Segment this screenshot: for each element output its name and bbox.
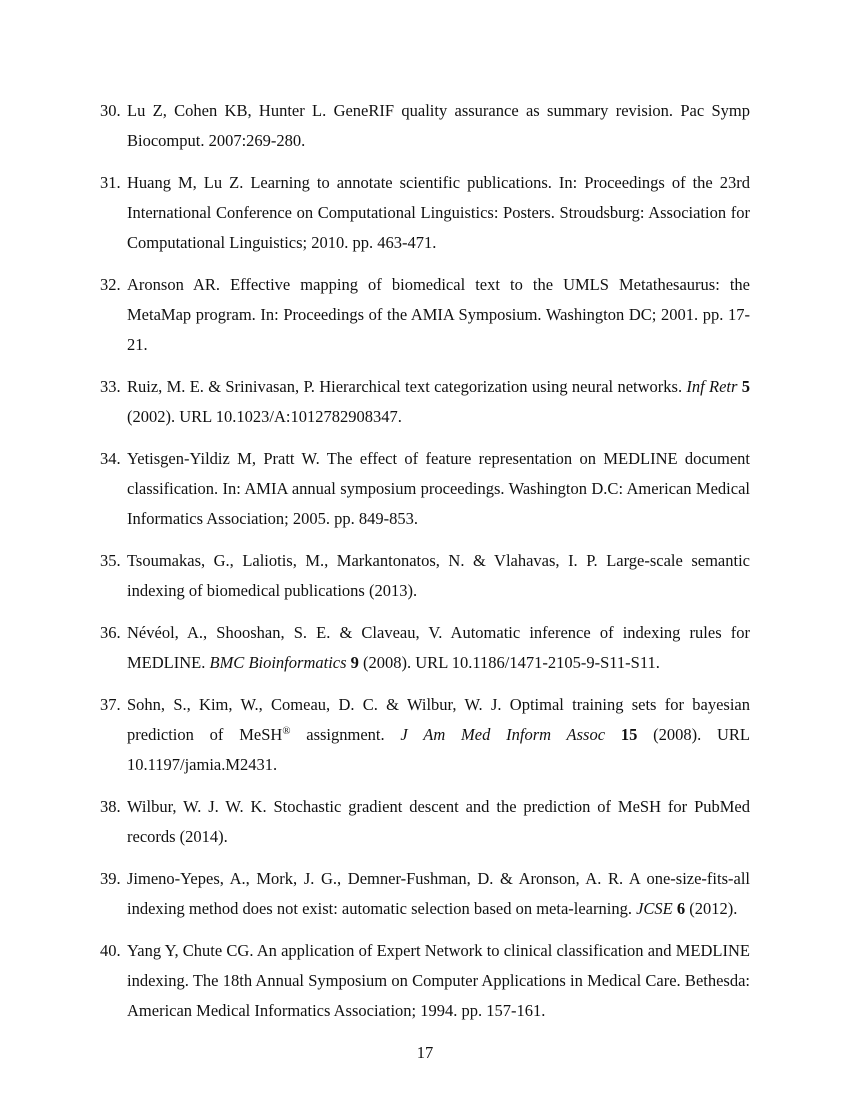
reference-number: 36. [100, 623, 121, 642]
reference-number: 38. [100, 797, 121, 816]
reference-list [100, 96, 750, 1026]
page-number: 17 [416, 1043, 434, 1062]
reference-text: Tsoumakas, G., Laliotis, M., Markantonatos, N. & Vlahavas, I. P. Large-scale semantic indexing of biomedical publications (2013). [127, 551, 750, 600]
reference-item [100, 618, 750, 678]
reference-text: Jimeno-Yepes, A., Mork, J. G., Demner-Fushman, D. & Aronson, A. R. A one-size-fits-all indexing method does not exist: automatic selection based on meta-learning. JCSE 6 (2012). [127, 869, 750, 918]
reference-number: 32. [100, 275, 121, 294]
reference-text: Huang M, Lu Z. Learning to annotate scientific publications. In: Proceedings of the 23rd International Conference on Computational Linguistics: Posters. Stroudsburg: Association for Computational Linguistics; 2010. pp. 463-471. [127, 173, 750, 252]
reference-number: 35. [100, 551, 121, 570]
reference-number: 33. [100, 377, 121, 396]
reference-number: 30. [100, 101, 121, 120]
reference-text: Aronson AR. Effective mapping of biomedical text to the UMLS Metathesaurus: the MetaMap program. In: Proceedings of the AMIA Symposium. Washington DC; 2001. pp. 17-21. [127, 275, 750, 354]
reference-number: 37. [100, 695, 121, 714]
reference-text: Yang Y, Chute CG. An application of Expert Network to clinical classification and MEDLINE indexing. The 18th Annual Symposium on Computer Applications in Medical Care. Bethesda: American Medical Informatics Association; 1994. pp. 157-161. [127, 941, 750, 1020]
reference-item [100, 690, 750, 780]
reference-text: Lu Z, Cohen KB, Hunter L. GeneRIF quality assurance as summary revision. Pac Symp Biocomput. 2007:269-280. [127, 101, 750, 150]
reference-item [100, 444, 750, 534]
reference-item [100, 168, 750, 258]
reference-number: 39. [100, 869, 121, 888]
reference-number: 40. [100, 941, 121, 960]
reference-item [100, 372, 750, 432]
reference-text: Névéol, A., Shooshan, S. E. & Claveau, V. Automatic inference of indexing rules for MEDLINE. BMC Bioinformatics 9 (2008). URL 10.1186/1471-2105-9-S11-S11. [127, 623, 750, 672]
reference-item [100, 270, 750, 360]
reference-item [100, 96, 750, 156]
reference-number: 34. [100, 449, 121, 468]
reference-item [100, 792, 750, 852]
reference-text: Ruiz, M. E. & Srinivasan, P. Hierarchical text categorization using neural networks. Inf Retr 5 (2002). URL 10.1023/A:1012782908347. [127, 377, 750, 426]
reference-text: Yetisgen-Yildiz M, Pratt W. The effect of feature representation on MEDLINE document classification. In: AMIA annual symposium proceedings. Washington D.C: American Medical Informatics Association; 2005. pp. 849-853. [127, 449, 750, 528]
reference-item [100, 936, 750, 1026]
reference-text: Sohn, S., Kim, W., Comeau, D. C. & Wilbur, W. J. Optimal training sets for bayesian prediction of MeSH® assignment. J Am Med Inform Assoc 15 (2008). URL 10.1197/jamia.M2431. [127, 695, 751, 774]
reference-item [100, 546, 750, 606]
reference-number: 31. [100, 173, 121, 192]
reference-item [100, 864, 750, 924]
reference-text: Wilbur, W. J. W. K. Stochastic gradient descent and the prediction of MeSH for PubMed records (2014). [127, 797, 750, 846]
